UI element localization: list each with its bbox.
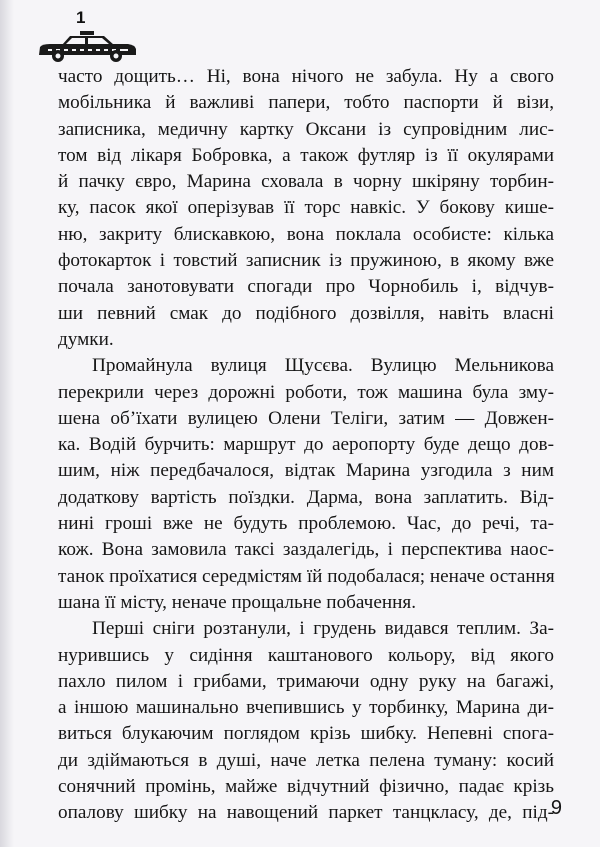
text-line: нині гроші вже не будуть проблемою. Час, до речі, та- xyxy=(58,513,554,535)
text-line: й пачку євро, Марина сховала в чорну шкіряну торбин- xyxy=(58,171,554,193)
paragraph-1 xyxy=(58,64,554,353)
text-line: опалову шибку на навощений паркет танцкласу, де, під- xyxy=(58,802,554,824)
text-line: кож. Вона замовила таксі заздалегідь, і перспектива наос- xyxy=(58,539,554,561)
text-line: том від лікаря Бобровка, а також футляр із її окулярами xyxy=(58,144,554,166)
text-line: перекрили через дорожні роботи, тож машина була зму- xyxy=(58,381,554,403)
text-line: ши певний смак до подібного дозвілля, навіть власні xyxy=(58,302,554,324)
text-line: почала занотовувати спогади про Чорнобиль і, відчув- xyxy=(58,276,554,298)
text-line: додаткову вартість поїздки. Дарма, вона заплатить. Від- xyxy=(58,486,554,508)
chapter-number: 1 xyxy=(76,8,86,27)
text-line: виться блукаючим поглядом крізь шибку. Непевні спога- xyxy=(58,723,554,745)
page-edge xyxy=(0,0,14,847)
text-line: танок проїхатися середмістям їй подобалася; неначе остання xyxy=(58,565,555,587)
paragraph-2 xyxy=(58,353,554,616)
text-line: ку, пасок якої оперізував її торс навкіс. У бокову кише- xyxy=(58,197,554,219)
text-line: пахло пилом і грибами, тримаючи одну руку на багажі, xyxy=(58,670,554,692)
text-line: мобільника й важливі папери, тобто паспорти й візи, xyxy=(58,92,554,114)
paragraph-3 xyxy=(58,616,554,826)
text-body xyxy=(58,64,554,827)
chapter-header xyxy=(32,6,142,66)
text-line: думки. xyxy=(58,328,114,350)
text-line: сонячний промінь, майже відчутний фізично, падає крізь xyxy=(58,776,554,798)
text-line: шим, ніж передбачалося, відтак Марина узгодила з ним xyxy=(58,460,554,482)
text-line: нурившись у сидіння каштанового кольору, від якого xyxy=(58,644,554,666)
text-line: ка. Водій бурчить: маршрут до аеропорту буде дещо дов- xyxy=(58,434,554,456)
page-number: 9 xyxy=(550,797,562,819)
text-line: шена об’їхати вулицею Олени Теліги, затим — Довжен- xyxy=(58,407,554,429)
taxi-car-icon xyxy=(36,30,138,64)
text-line: фотокарток і товстий записник із пружиною, в якому вже xyxy=(58,250,554,272)
text-line: шана її місту, неначе прощальне побачення. xyxy=(58,591,417,613)
text-line: часто дощить… Ні, вона нічого не забула. Ну а свого xyxy=(58,66,554,87)
text-line: ди здіймаються в душі, наче летка пелена туману: косий xyxy=(58,749,554,771)
text-line: а іншою машинально вчепившись у торбинку, Марина ди- xyxy=(58,697,554,719)
text-line: ню, закриту блискавкою, вона поклала особисте: кілька xyxy=(58,223,554,245)
text-line: Перші сніги розтанули, і грудень видався теплим. За- xyxy=(92,618,554,640)
text-line: записника, медичну картку Оксани із супровідним лис- xyxy=(58,118,554,140)
text-line: Промайнула вулиця Щусєва. Вулицю Мельникова xyxy=(92,355,554,377)
